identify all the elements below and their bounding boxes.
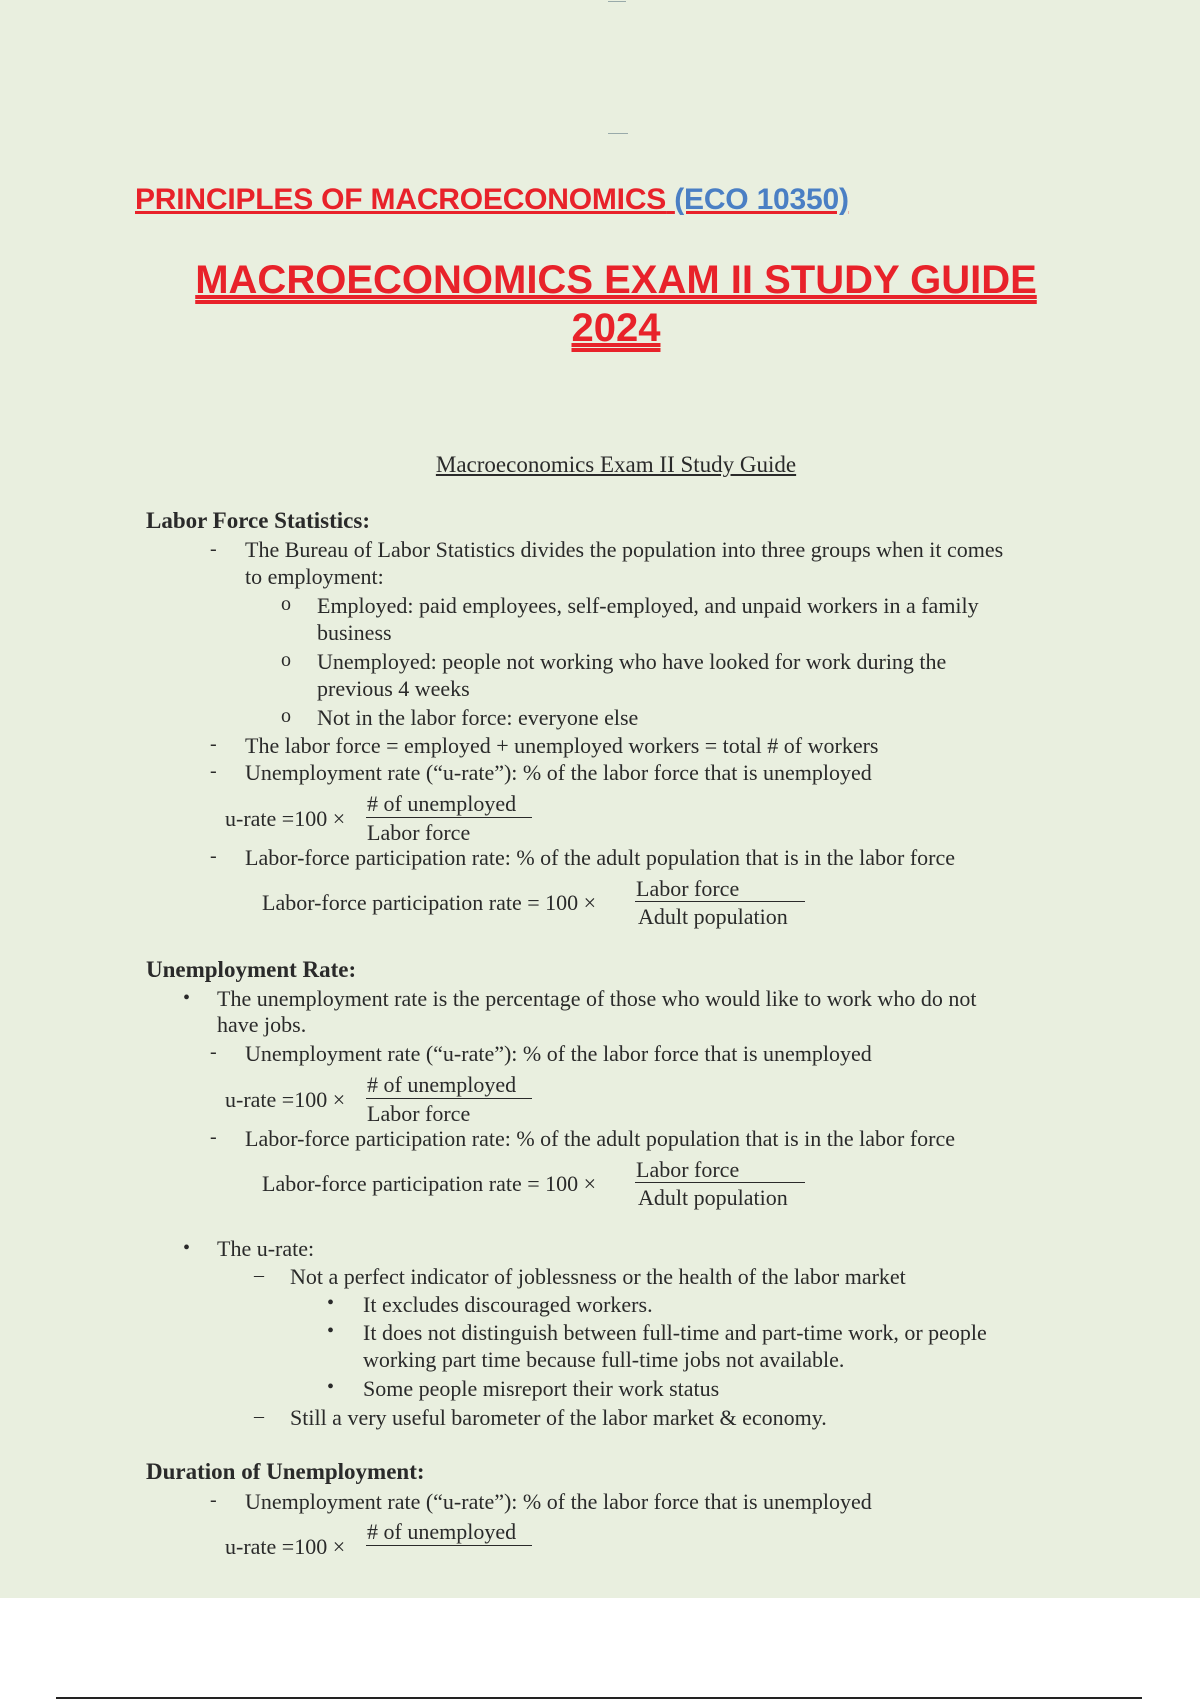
list-item: have jobs. xyxy=(217,1012,307,1037)
list-item: business xyxy=(317,620,392,645)
section-heading-unemployment-rate: Unemployment Rate: xyxy=(146,957,357,982)
circle-bullet: o xyxy=(281,593,291,615)
fraction-bar xyxy=(635,901,805,902)
course-heading xyxy=(135,183,849,217)
fraction-bar xyxy=(366,1545,532,1546)
list-item: It does not distinguish between full-time and part-time work, or people xyxy=(363,1320,987,1345)
endash-bullet: – xyxy=(254,1264,264,1286)
page-title-line1: MACROECONOMICS EXAM II STUDY GUIDE xyxy=(195,258,1037,302)
list-item: Unemployment rate (“u-rate”): % of the labor force that is unemployed xyxy=(245,1489,872,1514)
page-title-line2: 2024 xyxy=(571,306,661,350)
list-item: Labor-force participation rate: % of the adult population that is in the labor force xyxy=(245,1126,956,1151)
document-subtitle: Macroeconomics Exam II Study Guide xyxy=(435,452,797,477)
formula-lhs: Labor-force participation rate = 100 × xyxy=(262,1171,597,1196)
list-item: It excludes discouraged workers. xyxy=(363,1292,653,1317)
dash-bullet: - xyxy=(210,1126,217,1148)
list-item: The labor force = employed + unemployed workers = total # of workers xyxy=(245,733,879,758)
list-item: Not in the labor force: everyone else xyxy=(317,705,639,730)
dash-bullet: - xyxy=(210,733,217,755)
list-item: Unemployment rate (“u-rate”): % of the labor force that is unemployed xyxy=(245,760,872,785)
list-item: The unemployment rate is the percentage of those who would like to work who do not xyxy=(217,986,977,1011)
formula-lhs: u-rate =100 × xyxy=(225,1534,346,1559)
dash-bullet: - xyxy=(210,538,217,560)
course-code-link[interactable]: (ECO 10350) xyxy=(674,183,849,216)
list-item: The u-rate: xyxy=(217,1236,315,1261)
formula-numerator: # of unemployed xyxy=(367,791,517,816)
fraction-bar xyxy=(366,817,532,818)
list-item: Some people misreport their work status xyxy=(363,1376,720,1401)
formula-lhs: u-rate =100 × xyxy=(225,806,346,831)
header-mark xyxy=(608,133,628,134)
section-heading-duration: Duration of Unemployment: xyxy=(146,1459,425,1484)
list-item: to employment: xyxy=(245,564,384,589)
endash-bullet: – xyxy=(254,1405,264,1427)
list-item: previous 4 weeks xyxy=(317,676,470,701)
course-name: PRINCIPLES OF MACROECONOMICS xyxy=(135,183,667,216)
fraction-bar xyxy=(366,1098,532,1099)
formula-lhs: u-rate =100 × xyxy=(225,1087,346,1112)
page-divider xyxy=(56,1697,1142,1699)
formula-denominator: Adult population xyxy=(638,1185,788,1210)
formula-denominator: Adult population xyxy=(638,904,788,929)
list-item: Unemployment rate (“u-rate”): % of the labor force that is unemployed xyxy=(245,1041,872,1066)
fraction-bar xyxy=(635,1182,805,1183)
list-item: Still a very useful barometer of the labor market & economy. xyxy=(290,1405,827,1430)
formula-numerator: # of unemployed xyxy=(367,1072,517,1097)
list-item: Employed: paid employees, self-employed, and unpaid workers in a family xyxy=(317,593,979,618)
circle-bullet: o xyxy=(281,649,291,671)
header-mark-top xyxy=(608,1,626,2)
formula-numerator: Labor force xyxy=(636,1157,740,1182)
dot-bullet: • xyxy=(327,1320,335,1342)
list-item: Unemployed: people not working who have looked for work during the xyxy=(317,649,947,674)
circle-bullet: o xyxy=(281,705,291,727)
dot-bullet: • xyxy=(327,1292,335,1314)
dash-bullet: - xyxy=(210,1489,217,1511)
dot-bullet: • xyxy=(327,1376,335,1398)
list-item: working part time because full-time jobs not available. xyxy=(363,1347,845,1372)
dash-bullet: - xyxy=(210,845,217,867)
formula-lhs: Labor-force participation rate = 100 × xyxy=(262,890,597,915)
formula-numerator: # of unemployed xyxy=(367,1519,517,1544)
formula-denominator: Labor force xyxy=(367,820,471,845)
list-item: The Bureau of Labor Statistics divides the population into three groups when it comes xyxy=(245,537,1004,562)
section-heading-labor-force: Labor Force Statistics: xyxy=(146,508,371,533)
dot-bullet: • xyxy=(183,1237,191,1259)
dash-bullet: - xyxy=(210,760,217,782)
dot-bullet: • xyxy=(183,987,191,1009)
list-item: Not a perfect indicator of joblessness or the health of the labor market xyxy=(290,1264,906,1289)
formula-denominator: Labor force xyxy=(367,1101,471,1126)
formula-numerator: Labor force xyxy=(636,876,740,901)
list-item: Labor-force participation rate: % of the adult population that is in the labor force xyxy=(245,845,956,870)
dash-bullet: - xyxy=(210,1041,217,1063)
